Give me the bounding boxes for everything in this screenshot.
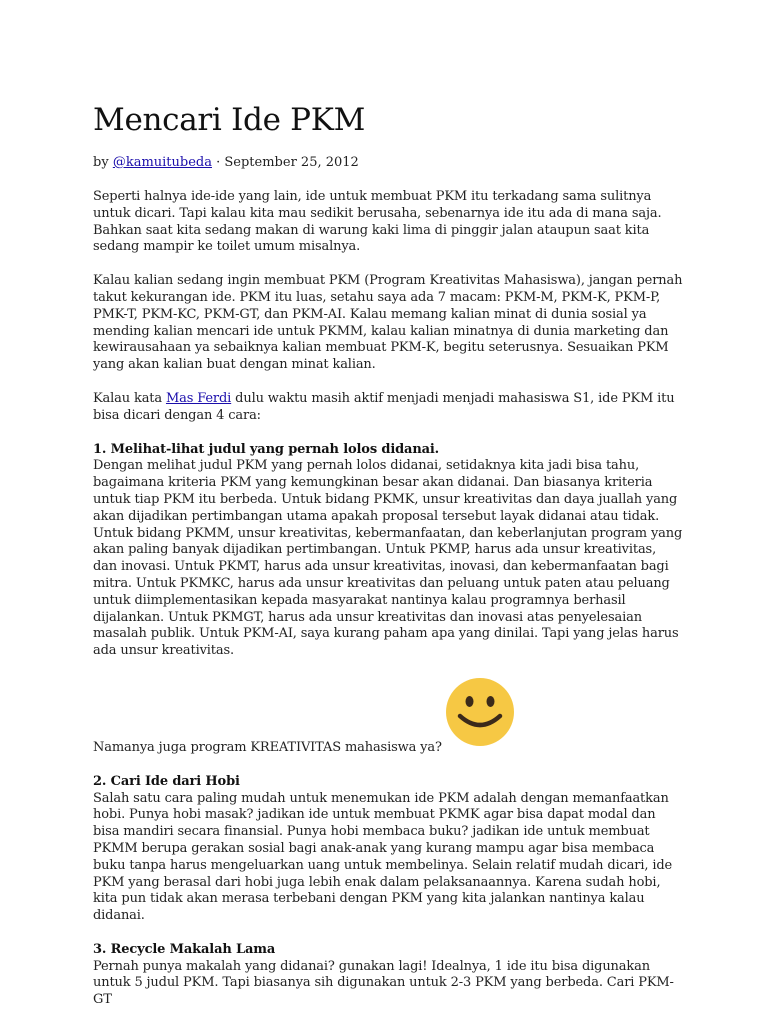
emoji-row — [93, 676, 683, 746]
paragraph3-before: Kalau kata — [93, 390, 166, 406]
pkm-types-paragraph: Kalau kalian sedang ingin membuat PKM (Program Kreativitas Mahasiswa), jangan pernah takut kekurangan ide. PKM itu luas, setahu saya ada 7 macam: PKM-M, PKM-K, PKM-P, PMK-T, PKM-KC, PKM-GT, dan PKM-AI. Kalau memang kalian minat di dunia sosial ya mending kalian mencari ide untuk PKMM, kalau kalian minatnya di dunia marketing dan kewirausahaan ya sebaiknya kalian membuat PKM-K, begitu seterusnya. Sesuaikan PKM yang akan kalian buat dengan minat kalian. — [93, 273, 683, 373]
mas-ferdi-link[interactable]: Mas Ferdi — [165, 390, 232, 406]
kreativitas-note: Namanya juga program KREATIVITAS mahasiswa ya? — [93, 739, 442, 755]
section-1 — [93, 442, 683, 660]
intro-paragraph: Seperti halnya ide-ide yang lain, ide untuk membuat PKM itu terkadang sama sulitnya untuk dicari. Tapi kalau kita mau sedikit berusaha, sebenarnya ide itu ada di mana saja. Bahkan saat kita sedang makan di warung kaki lima di pinggir jalan ataupun saat kita sedang mampir ke toilet umum misalnya. — [93, 189, 662, 255]
article — [93, 100, 683, 1026]
author-link[interactable]: @kamuitubeda — [112, 155, 212, 170]
mas-ferdi-paragraph — [93, 391, 683, 425]
section-3-body: Pernah punya makalah yang didanai? gunakan lagi! Idealnya, 1 ide itu bisa digunakan untuk 5 judul PKM. Tapi biasanya sih digunakan untuk 2-3 PKM yang berbeda. Cari PKM-GT — [93, 958, 674, 1008]
byline-prefix: by — [93, 155, 113, 170]
section-2-title: 2. Cari Ide dari Hobi — [93, 773, 240, 789]
smiley-face-icon — [446, 678, 514, 746]
publish-date: September 25, 2012 — [224, 155, 359, 170]
byline — [93, 154, 683, 172]
section-1-body: Dengan melihat judul PKM yang pernah lolos didanai, setidaknya kita jadi bisa tahu, bagaimana kriteria PKM yang kemungkinan besar akan didanai. Dan biasanya kriteria untuk tiap PKM itu berbeda. Untuk bidang PKMK, unsur kreativitas dan daya juallah yang akan dijadikan pertimbangan utama apakah proposal tersebut layak didanai atau tidak. Untuk bidang PKMM, unsur kreativitas, kebermanfaatan, dan keberlanjutan program yang akan paling banyak dijadikan pertimbangan. Untuk PKMP, harus ada unsur kreativitas, dan inovasi. Untuk PKMT, harus ada unsur kreativitas, inovasi, dan kebermanfaatan bagi mitra. Untuk PKMKC, harus ada unsur kreativitas dan peluang untuk paten atau peluang untuk diimplementasikan kepada masyarakat nantinya kalau programnya berhasil dijalankan. Untuk PKMGT, harus ada unsur kreativitas dan inovasi atas penyelesaian masalah publik. Untuk PKM-AI, saya kurang paham apa yang dinilai. Tapi yang jelas harus ada unsur kreativitas. — [93, 458, 683, 659]
section-3 — [93, 942, 683, 1009]
section-1-title: 1. Melihat-lihat judul yang pernah lolos didanai. — [93, 441, 440, 457]
section-2 — [93, 774, 683, 925]
paragraph3-after: dulu waktu masih aktif menjadi menjadi mahasiswa S1, ide PKM itu bisa dicari dengan 4 cara: — [93, 390, 675, 423]
article-title: Mencari Ide PKM — [93, 102, 366, 138]
section-3-title: 3. Recycle Makalah Lama — [93, 941, 276, 957]
section-2-body: Salah satu cara paling mudah untuk menemukan ide PKM adalah dengan memanfaatkan hobi. Punya hobi masak? jadikan ide untuk membuat PKMK agar bisa dapat modal dan bisa mandiri secara finansial. Punya hobi membaca buku? jadikan ide untuk membuat PKMM berupa gerakan sosial bagi anak-anak yang kurang mampu agar bisa membaca buku tanpa harus mengeluarkan uang untuk membelinya. Selain relatif mudah dicari, ide PKM yang berasal dari hobi juga lebih enak dalam pelaksanaannya. Karena sudah hobi, kita pun tidak akan merasa terbebani dengan PKM yang kita jalankan nantinya kalau didanai. — [93, 790, 673, 924]
byline-separator: · — [211, 155, 225, 170]
